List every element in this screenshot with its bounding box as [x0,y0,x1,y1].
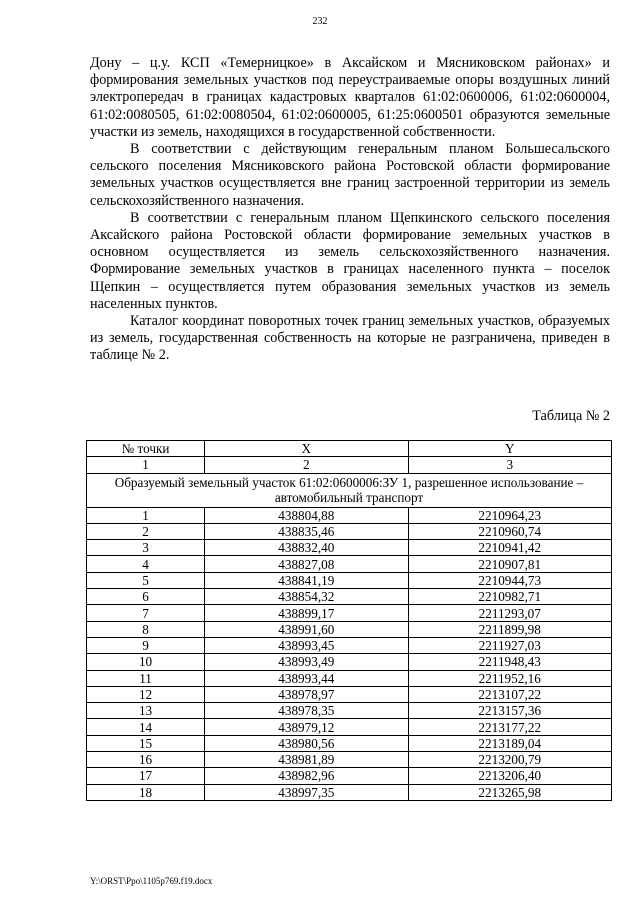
y-coordinate-cell: 2213189,04 [408,735,612,751]
x-coordinate-cell: 438835,46 [205,523,408,539]
y-coordinate-cell: 2213265,98 [408,784,612,800]
table-row [87,507,612,523]
column-number-2: 2 [205,457,408,473]
x-coordinate-cell: 438993,44 [205,670,408,686]
table-row [87,735,612,751]
y-coordinate-cell: 2210964,23 [408,507,612,523]
table-row [87,654,612,670]
x-coordinate-cell: 438981,89 [205,752,408,768]
point-number-cell: 2 [87,523,205,539]
x-coordinate-cell: 438804,88 [205,507,408,523]
table-row [87,637,612,653]
table-row [87,768,612,784]
table-row [87,703,612,719]
x-coordinate-cell: 438978,35 [205,703,408,719]
column-number-1: 1 [87,457,205,473]
coordinates-table [86,440,612,801]
point-number-cell: 17 [87,768,205,784]
point-number-cell: 1 [87,507,205,523]
point-number-cell: 6 [87,589,205,605]
table-row [87,572,612,588]
point-number-cell: 10 [87,654,205,670]
paragraph-catalog: Каталог координат поворотных точек границ земельных участков, образуемых из земель, государственная собственность на которые не разграничена, приведен в таблице № 2. [90,313,610,364]
page-number: 232 [312,16,328,27]
point-number-cell: 7 [87,605,205,621]
y-coordinate-cell: 2211952,16 [408,670,612,686]
y-coordinate-cell: 2210944,73 [408,572,612,588]
paragraph-bolshesalskoe: В соответствии с действующим генеральным планом Большесальского сельского поселения Мясниковского района Ростовской области формирование земельных участков осуществляется вне границ застроенной территории из земель сельскохозяйственного назначения. [90,141,610,209]
y-coordinate-cell: 2210907,81 [408,556,612,572]
y-coordinate-cell: 2211948,43 [408,654,612,670]
y-coordinate-cell: 2213157,36 [408,703,612,719]
x-coordinate-cell: 438991,60 [205,621,408,637]
header-y: Y [408,441,612,457]
group-title: Образуемый земельный участок 61:02:0600006:ЗУ 1, разрешенное использование – автомобильный транспорт [87,473,612,507]
y-coordinate-cell: 2213107,22 [408,686,612,702]
x-coordinate-cell: 438978,97 [205,686,408,702]
point-number-cell: 5 [87,572,205,588]
y-coordinate-cell: 2213200,79 [408,752,612,768]
paragraph-continuation: Дону – ц.у. КСП «Темерницкое» в Аксайском и Мясниковском районах» и формирования земельных участков под переустраиваемые опоры воздушных линий электропередач в границах кадастровых кварталов 61:02:0600006, 61:02:0600004, 61:02:0080505, 61:02:0080504, 61:02:0600005, 61:25:0600501 образуются земельные участки из земель, находящихся в государственной собственности. [90,55,610,140]
column-numbers-row [87,457,612,473]
table-row [87,686,612,702]
y-coordinate-cell: 2211899,98 [408,621,612,637]
x-coordinate-cell: 438980,56 [205,735,408,751]
y-coordinate-cell: 2210960,74 [408,523,612,539]
point-number-cell: 15 [87,735,205,751]
table-header-row [87,441,612,457]
table-row [87,621,612,637]
header-x: X [205,441,408,457]
x-coordinate-cell: 438899,17 [205,605,408,621]
body-text [90,55,610,365]
point-number-cell: 18 [87,784,205,800]
point-number-cell: 9 [87,637,205,653]
y-coordinate-cell: 2210941,42 [408,540,612,556]
y-coordinate-cell: 2213177,22 [408,719,612,735]
table-row [87,719,612,735]
x-coordinate-cell: 438993,45 [205,637,408,653]
group-title-row [87,473,612,507]
x-coordinate-cell: 438832,40 [205,540,408,556]
table-row [87,540,612,556]
y-coordinate-cell: 2210982,71 [408,589,612,605]
x-coordinate-cell: 438827,08 [205,556,408,572]
table-row [87,670,612,686]
table-caption: Таблица № 2 [532,408,610,424]
y-coordinate-cell: 2211293,07 [408,605,612,621]
point-number-cell: 16 [87,752,205,768]
column-number-3: 3 [408,457,612,473]
point-number-cell: 14 [87,719,205,735]
point-number-cell: 3 [87,540,205,556]
table-row [87,784,612,800]
x-coordinate-cell: 438993,49 [205,654,408,670]
y-coordinate-cell: 2213206,40 [408,768,612,784]
point-number-cell: 8 [87,621,205,637]
table-row [87,752,612,768]
point-number-cell: 4 [87,556,205,572]
x-coordinate-cell: 438979,12 [205,719,408,735]
footer-file-path: Y:\ORST\Ppo\1105p769.f19.docx [90,876,213,886]
point-number-cell: 12 [87,686,205,702]
x-coordinate-cell: 438982,96 [205,768,408,784]
header-point-number: № точки [87,441,205,457]
y-coordinate-cell: 2211927,03 [408,637,612,653]
table-row [87,589,612,605]
x-coordinate-cell: 438854,32 [205,589,408,605]
point-number-cell: 13 [87,703,205,719]
x-coordinate-cell: 438997,35 [205,784,408,800]
paragraph-shchepkinskoe: В соответствии с генеральным планом Щепкинского сельского поселения Аксайского района Ростовской области формирование земельных участков в основном осуществляется из земель сельскохозяйственного назначения. Формирование земельных участков в границах населенного пункта – поселок Щепкин – осуществляется путем образования земельных участков из земель населенных пунктов. [90,209,610,312]
table-row [87,556,612,572]
x-coordinate-cell: 438841,19 [205,572,408,588]
table-row [87,605,612,621]
table-row [87,523,612,539]
point-number-cell: 11 [87,670,205,686]
